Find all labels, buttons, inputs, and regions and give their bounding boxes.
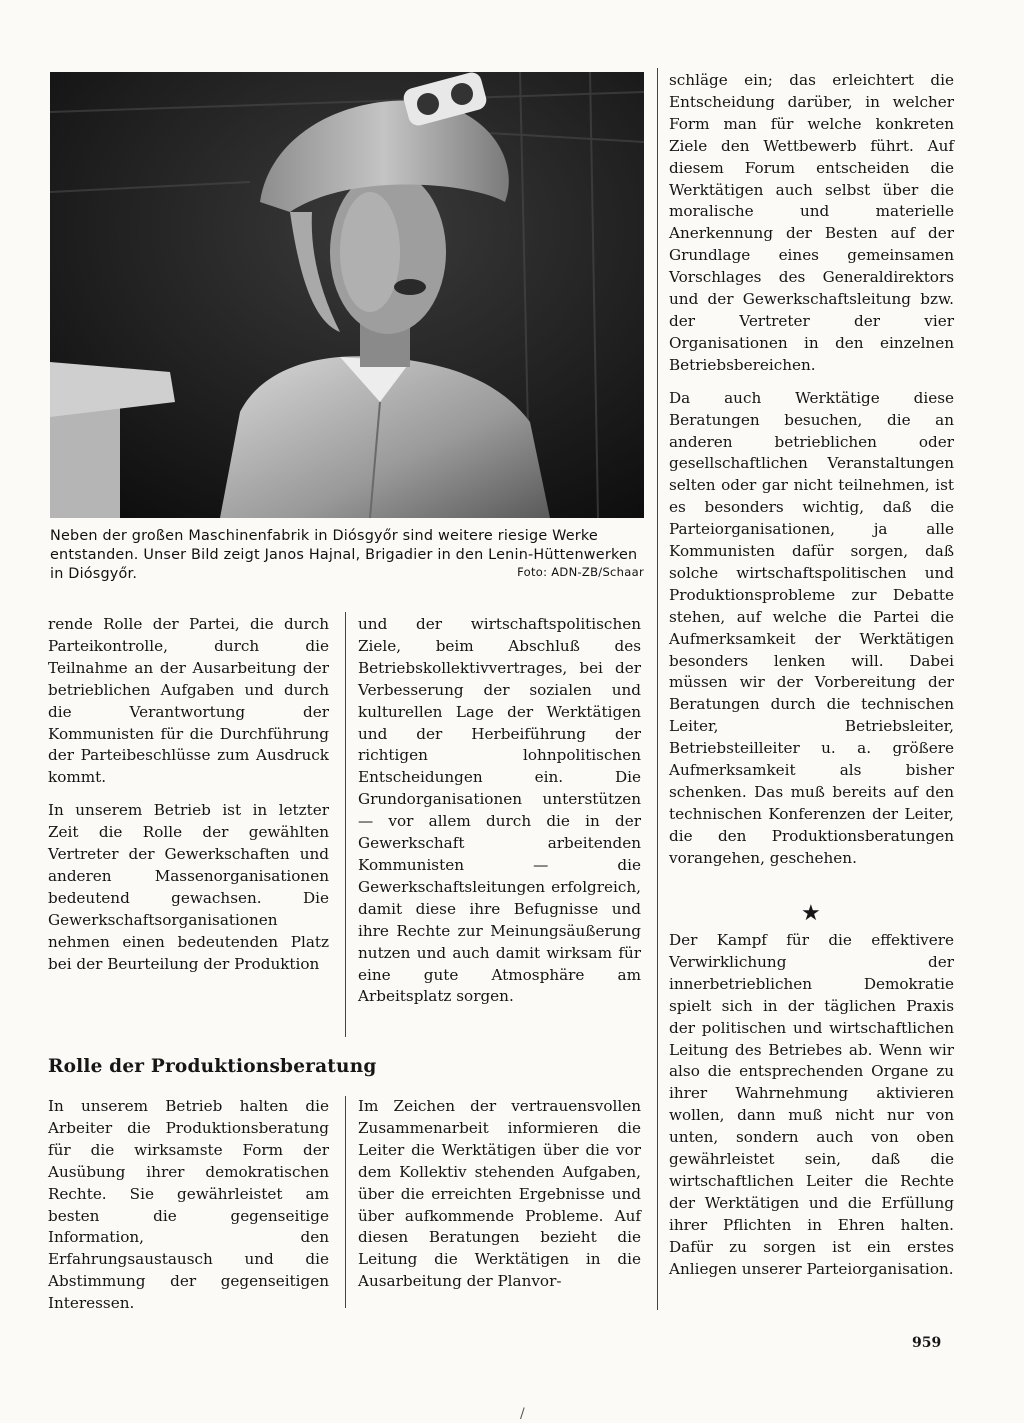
paragraph: Der Kampf für die effektivere Verwirklichung der innerbetrieblichen Demokratie spielt sich in der täglichen Praxis der politischen und wirtschaftlichen Leitung des Betriebes ab. Wenn wir also die entsprechenden Organe zu ihrer Wahrnehmung aktivieren wollen, dann muß nicht nur von unten, sondern auch von oben gewährleistet sein, daß die wirtschaftlichen Leiter die Rechte der Werktätigen und die Erfüllung ihrer Pflichten in Ehren halten. Dafür zu sorgen ist ein erstes Anliegen unserer Parteiorganisation. — [669, 931, 954, 1278]
page-number: 959 — [912, 1335, 942, 1351]
paragraph: In unserem Betrieb halten die Arbeiter die Produktionsberatung für die wirksamste Form der Ausübung ihrer demokratischen Rechte. Sie gewährleistet am besten die gegenseitige Information, den Erfahrungsaustausch und die Abstimmung der gegenseitigen Interessen. — [48, 1097, 329, 1313]
photo — [50, 72, 644, 518]
column-rule — [345, 612, 346, 1037]
column-right-bottom — [669, 930, 954, 1281]
paragraph: und der wirtschaftspolitischen Ziele, beim Abschluß des Betriebskollektivvertrages, bei der Verbesserung der sozialen und kulturellen Lage der Werktätigen und der Herbeiführung der richtigen lohnpolitischen Entscheidungen ein. Die Grundorganisationen unterstützen — vor allem durch die in der Gewerkschaft arbeitenden Kommunisten — die Gewerkschaftsleitungen erfolgreich, damit diese ihre Befugnisse und ihre Rechte zur Meinungsäußerung nutzen und auch damit wirksam für eine gute Atmosphäre am Arbeitsplatz sorgen. — [358, 615, 641, 1006]
column-left-top — [48, 614, 329, 976]
photo-credit: Foto: ADN-ZB/Schaar — [517, 565, 644, 579]
paragraph: In unserem Betrieb ist in letzter Zeit die Rolle der gewählten Vertreter der Gewerkschaften und anderen Massenorganisationen bedeutend gewachsen. Die Gewerkschaftsorganisationen nehmen einen bedeutenden Platz bei der Beurteilung der Produktion — [48, 801, 329, 973]
photo-janos-hajnal — [50, 72, 644, 518]
paragraph: Da auch Werktätige diese Beratungen besuchen, die an anderen betrieblichen oder gesellschaftlichen Veranstaltungen selten oder gar nicht teilnehmen, ist es besonders wichtig, daß die Parteiorganisationen, ja alle Kommunisten dafür sorgen, daß solche wirtschaftspolitischen und Produktionsprobleme zur Debatte stehen, auf welche die Partei die Aufmerksamkeit der Werktätigen besonders lenken will. Dabei müssen wir der Vorbereitung der Beratungen durch die technischen Leiter, Betriebsleiter, Betriebsteilleiter u. a. größere Aufmerksamkeit als bisher schenken. Das muß bereits auf den technischen Konferenzen der Leiter, die den Produktionsberatungen vorangehen, geschehen. — [669, 388, 954, 867]
column-left-bottom — [48, 1096, 329, 1315]
separator-star-icon: ★ — [801, 901, 821, 926]
column-rule — [345, 1096, 346, 1308]
photo-caption — [50, 527, 644, 584]
bottom-mark: / — [520, 1406, 525, 1422]
column-middle-top — [358, 614, 641, 1008]
column-middle-bottom — [358, 1096, 641, 1293]
section-heading: Rolle der Produktionsberatung — [48, 1056, 377, 1077]
paragraph: Im Zeichen der vertrauensvollen Zusammenarbeit informieren die Leiter die Werktätigen über die vor dem Kollektiv stehenden Aufgaben, über die erreichten Ergebnisse und über aufkommende Probleme. Auf diesen Beratungen bezieht die Leitung die Werktätigen in die Ausarbeitung der Planvor- — [358, 1097, 641, 1291]
paragraph: schläge ein; das erleichtert die Entscheidung darüber, in welcher Form man für welche konkreten Ziele den Wettbewerb führt. Auf diesem Forum entscheiden die Werktätigen auch selbst über die moralische und materielle Anerkennung der Besten auf der Grundlage eines gemeinsamen Vorschlages des Generaldirektors und der Gewerkschaftsleitung bzw. der Vertreter der vier Organisationen in den einzelnen Betriebsbereichen. — [669, 71, 954, 374]
column-rule — [657, 68, 658, 1310]
caption-text: Neben der großen Maschinenfabrik in Diósgyőr sind weitere riesige Werke entstanden. Unser Bild zeigt Janos Hajnal, Brigadier in den Lenin-Hüttenwerken in Diósgyőr. — [50, 528, 638, 582]
column-right-top — [669, 70, 954, 870]
paragraph: rende Rolle der Partei, die durch Parteikontrolle, durch die Teilnahme an der Ausarbeitung der betrieblichen Aufgaben und durch die Verantwortung der Kommunisten für die Durchführung der Parteibeschlüsse zum Ausdruck kommt. — [48, 615, 329, 787]
